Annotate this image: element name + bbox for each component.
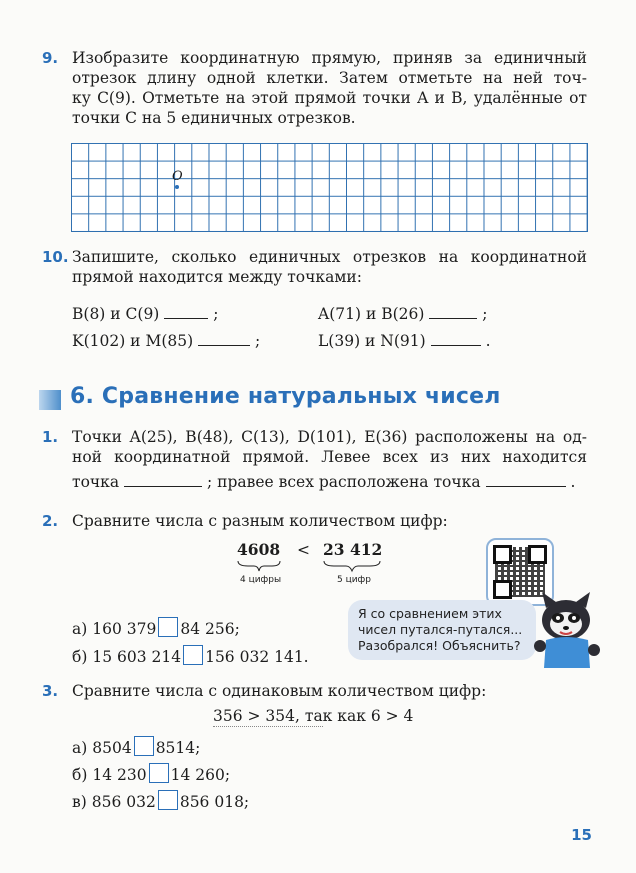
- s-task-3-item-a: [72, 736, 200, 758]
- task-10-line-2: прямой находится между точками:: [72, 268, 362, 286]
- task-9-line-2: отрезок длину одной клетки. Затем отметьте на ней точ-: [72, 69, 587, 87]
- right-digit-note: 5 цифр: [337, 575, 371, 585]
- pair-l-n-answer[interactable]: [431, 331, 481, 346]
- s-task-1-number: 1.: [42, 428, 59, 446]
- s-task-3-line-1: Сравните числа с одинаковым количеством цифр:: [72, 682, 487, 700]
- qr-corner: [493, 545, 512, 564]
- qr-corner: [493, 580, 512, 599]
- s3-item-b-left: 14 230: [92, 766, 147, 784]
- item-b-right: 156 032 141.: [205, 648, 309, 666]
- task-10-line-1: Запишите, сколько единичных отрезков на координатной: [72, 248, 587, 266]
- section-marker-icon: [39, 390, 61, 410]
- compare-example: 356 > 354, так как 6 > 4: [213, 707, 414, 725]
- page-number: 15: [571, 826, 592, 844]
- task-9-line-1: Изобразите координатную прямую, приняв за единичный: [72, 49, 587, 67]
- s3-item-c-label: в): [72, 793, 87, 811]
- s-task-3-number: 3.: [42, 682, 59, 700]
- pair-k-m-label: K(102) и M(85): [72, 332, 194, 350]
- mascot-speech-bubble: [348, 600, 536, 660]
- s-task-1-end: .: [570, 473, 576, 491]
- raccoon-mascot-icon: [532, 590, 602, 668]
- s3-item-c-left: 856 032: [91, 793, 156, 811]
- item-b-label: б): [72, 648, 88, 666]
- pair-l-n: [318, 331, 491, 351]
- pair-a-b-end: ;: [482, 305, 488, 323]
- s3-item-c-right: 856 018;: [179, 793, 250, 811]
- pair-b-c-end: ;: [213, 305, 219, 323]
- grid-workspace[interactable]: [71, 143, 588, 232]
- section-title: 6. Сравнение натуральных чисел: [70, 384, 501, 409]
- pair-k-m: [72, 331, 260, 351]
- pair-b-c-label: B(8) и C(9): [72, 305, 160, 323]
- digit-count-braces: [236, 559, 386, 573]
- bubble-line-3: Разобрался! Объяснить?: [358, 638, 521, 653]
- rightmost-point-answer[interactable]: [486, 472, 566, 487]
- s3-item-a-right: 8514;: [155, 739, 201, 757]
- compare-right-number: 23 412: [323, 540, 383, 559]
- task-9-line-4: точки C на 5 единичных отрезков.: [72, 109, 356, 127]
- s3-item-a-left: 8504: [92, 739, 132, 757]
- compare-sign: <: [297, 541, 310, 559]
- s-task-1-line-3: [72, 472, 575, 492]
- item-a-label: а): [72, 620, 88, 638]
- left-digit-note: 4 цифры: [240, 575, 282, 585]
- s-task-3-item-c: [72, 790, 249, 812]
- s3-item-a-answer-box[interactable]: [134, 736, 154, 756]
- s-task-1-line-2: ной координатной прямой. Левее всех из них находится: [72, 448, 587, 466]
- task-9-number: 9.: [42, 49, 59, 67]
- s-task-2-line-1: Сравните числа с разным количеством цифр:: [72, 512, 448, 530]
- s-task-1-mid-text: ; правее всех расположена точка: [206, 473, 481, 491]
- pair-l-n-end: .: [485, 332, 491, 350]
- item-b-left: 15 603 214: [92, 648, 182, 666]
- s-task-2-item-a: [72, 617, 240, 639]
- right-brace: [324, 561, 380, 571]
- left-brace: [238, 561, 280, 571]
- qr-corner: [528, 545, 547, 564]
- pair-k-m-answer[interactable]: [198, 331, 250, 346]
- origin-point: [175, 185, 179, 189]
- compare-left-number: 4608: [237, 540, 281, 559]
- pair-b-c: [72, 304, 218, 324]
- s3-item-c-answer-box[interactable]: [158, 790, 178, 810]
- pair-k-m-end: ;: [255, 332, 261, 350]
- pair-a-b-label: A(71) и B(26): [318, 305, 425, 323]
- leftmost-point-answer[interactable]: [124, 472, 202, 487]
- s-task-3-item-b: [72, 763, 230, 785]
- pair-b-c-answer[interactable]: [164, 304, 208, 319]
- s-task-1-line-1: Точки A(25), B(48), C(13), D(101), E(36) расположены на од-: [72, 428, 587, 446]
- pair-l-n-label: L(39) и N(91): [318, 332, 426, 350]
- s-task-2-number: 2.: [42, 512, 59, 530]
- pair-a-b: [318, 304, 488, 324]
- pair-a-b-answer[interactable]: [429, 304, 477, 319]
- task-10-number: 10.: [42, 248, 69, 266]
- s3-item-a-label: а): [72, 739, 88, 757]
- s3-item-b-answer-box[interactable]: [149, 763, 169, 783]
- origin-label: O: [172, 169, 183, 184]
- s-task-2-item-b: [72, 645, 309, 667]
- item-b-answer-box[interactable]: [183, 645, 203, 665]
- item-a-left: 160 379: [92, 620, 157, 638]
- item-a-answer-box[interactable]: [158, 617, 178, 637]
- bubble-line-1: Я со сравнением этих: [358, 606, 502, 621]
- s3-item-b-right: 14 260;: [170, 766, 231, 784]
- s-task-1-point-word: точка: [72, 473, 120, 491]
- bubble-line-2: чисел путался-путался...: [358, 622, 523, 637]
- example-underline: [213, 726, 323, 727]
- item-a-right: 84 256;: [180, 620, 240, 638]
- s3-item-b-label: б): [72, 766, 88, 784]
- task-9-line-3: ку C(9). Отметьте на этой прямой точки A и B, удалённые от: [72, 89, 587, 107]
